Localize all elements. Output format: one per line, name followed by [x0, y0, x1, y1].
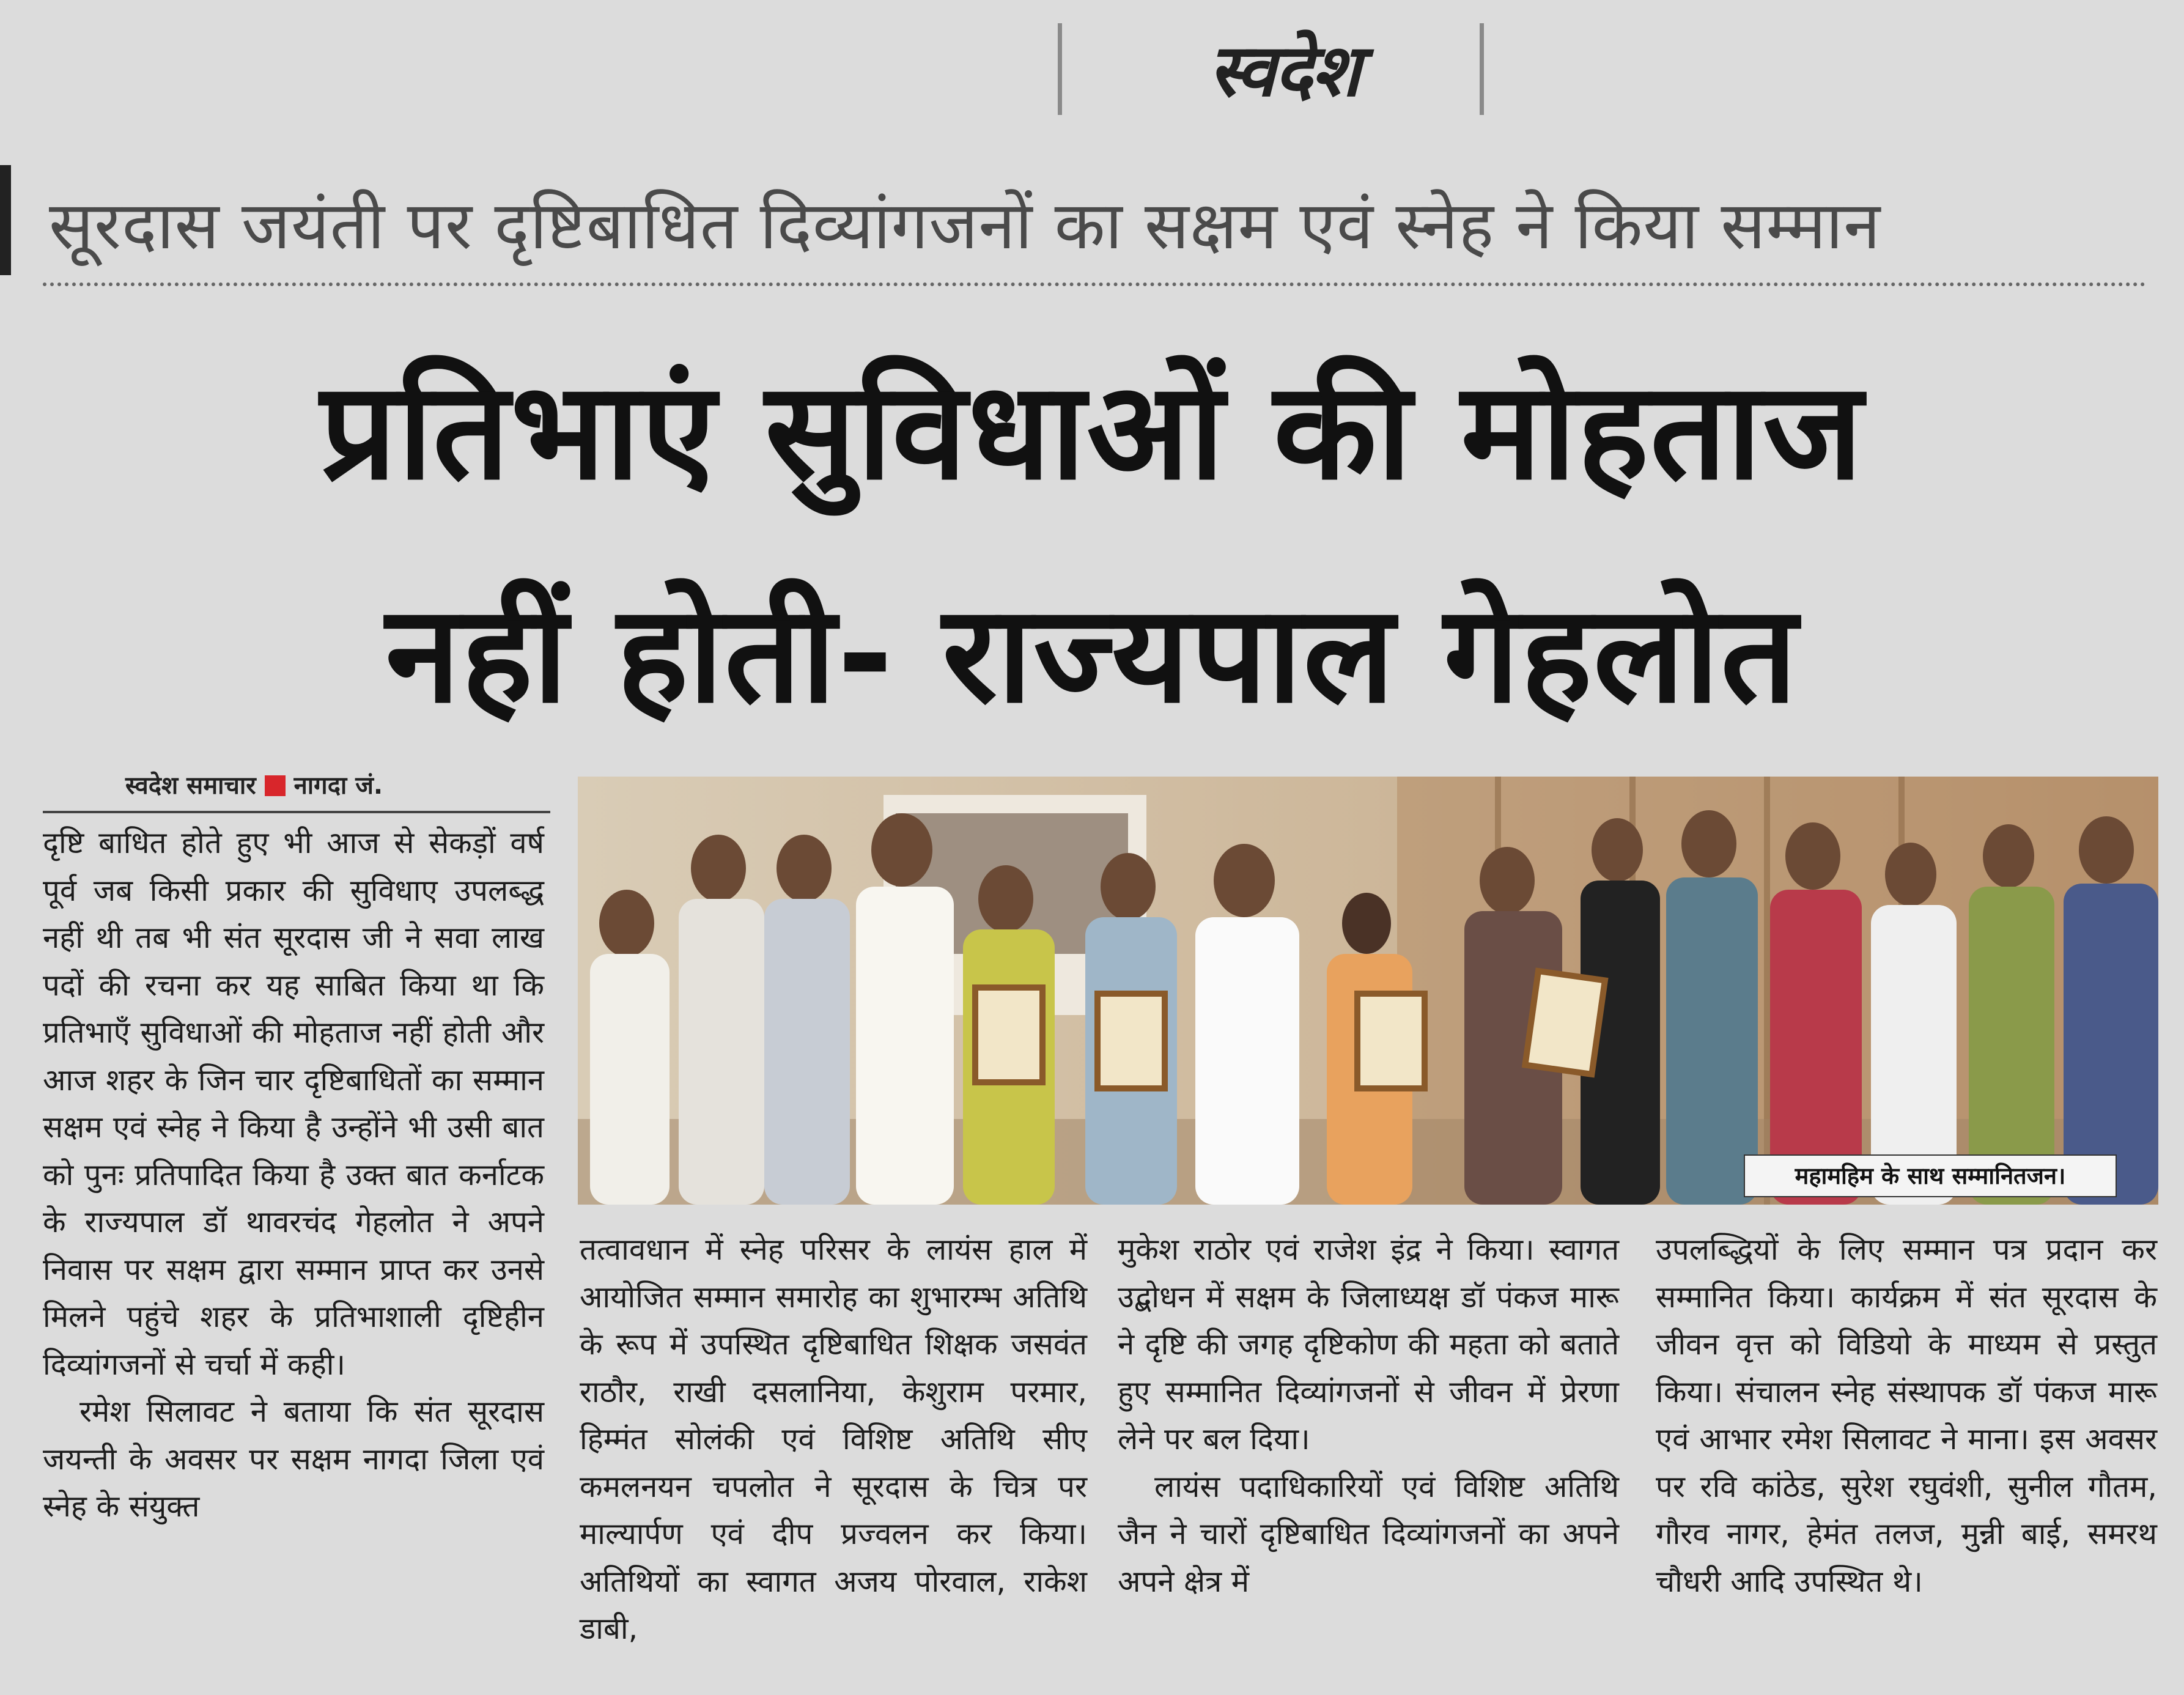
article-paragraph: तत्वावधान में स्नेह परिसर के लायंस हाल में आयोजित सम्मान समारोह का शुभारम्भ अतिथि के रूप में उपस्थित दृष्टिबाधित शिक्षक जसवंत राठौर, राखी दसलानिया, केशुराम परमार, हिम्मंत सोलंकी एवं विशिष्ट अतिथि सीए कमलनयन चपलोत ने सूरदास के चित्र पर माल्यार्पण एवं दीप प्रज्वलन कर किया। अतिथियों का स्वागत अजय पोरवाल, राकेश डाबी,: [580, 1232, 1087, 1646]
article-paragraph: लायंस पदाधिकारियों एवं विशिष्ट अतिथि जैन ने चारों दृष्टिबाधित दिव्यांगजनों का अपने अपने क्षेत्र में: [1118, 1469, 1619, 1599]
page-edge-bar: [0, 165, 11, 275]
masthead-rule-right: [1480, 23, 1484, 115]
article-column-2: [580, 1226, 1087, 1653]
article-paragraph: मुकेश राठोर एवं राजेश इंद्र ने किया। स्वागत उद्बोधन में सक्षम के जिलाध्यक्ष डॉ पंकज मारू ने दृष्टि की जगह दृष्टिकोण की महता को बताते हुए सम्मानित दिव्यांगजनों से जीवन में प्रेरणा लेने पर बल दिया।: [1118, 1232, 1619, 1457]
byline-place: नागदा जं.: [293, 772, 383, 800]
masthead-rule-left: [1058, 23, 1062, 115]
byline-rule: [43, 811, 550, 813]
byline-source: स्वदेश समाचार: [125, 772, 256, 800]
news-photo: [578, 777, 2158, 1205]
photo-illustration: [578, 777, 2158, 1205]
headline-line-1: प्रतिभाएं सुविधाओं की मोहताज: [320, 353, 1864, 509]
article-column-1: [43, 819, 544, 1531]
article-column-4: [1656, 1226, 2157, 1605]
article-paragraph: रमेश सिलावट ने बताया कि संत सूरदास जयन्ती के अवसर पर सक्षम नागदा जिला एवं स्नेह के संयुक्त: [43, 1394, 544, 1524]
article-column-3: [1118, 1226, 1619, 1605]
kicker-headline: सूरदास जयंती पर दृष्टिबाधित दिव्यांगजनों का सक्षम एवं स्नेह ने किया सम्मान: [49, 188, 1881, 264]
article-paragraph: दृष्टि बाधित होते हुए भी आज से सेकड़ों वर्ष पूर्व जब किसी प्रकार की सुविधाए उपलब्द्ध नहीं थी तब भी संत सूरदास जी ने सवा लाख पदों की रचना कर यह साबित किया था कि प्रतिभाएँ सुविधाओं की मोहताज नहीं होती और आज शहर के जिन चार दृष्टिबाधितों का सम्मान सक्षम एवं स्नेह ने किया है उन्होंने भी उसी बात को पुनः प्रतिपादित किया है उक्त बात कर्नाटक के राज्यपाल डॉ थावरचंद गेहलोत ने अपने निवास पर सक्षम द्वारा सम्मान प्राप्त कर उनसे मिलने पहुंचे शहर के प्रतिभाशाली दृष्टिहीन दिव्यांगजनों से चर्चा में कही।: [43, 825, 544, 1382]
article-paragraph: उपलब्द्धियों के लिए सम्मान पत्र प्रदान कर सम्मानित किया। कार्यक्रम में संत सूरदास के जीवन वृत्त को विडियो के माध्यम से प्रस्तुत किया। संचालन स्नेह संस्थापक डॉ पंकज मारू एवं आभार रमेश सिलावट ने माना। इस अवसर पर रवि कांठेड, सुरेश रघुवंशी, सुनील गौतम, गौरव नागर, हेमंत तलज, मुन्नी बाई, समरथ चौधरी आदि उपस्थित थे।: [1656, 1232, 2157, 1599]
newspaper-masthead: स्वदेश: [1208, 28, 1360, 113]
kicker-dotted-rule: [43, 282, 2146, 286]
byline: [125, 764, 383, 807]
byline-marker-icon: [265, 775, 286, 796]
photo-caption: महामहिम के साथ सम्मानितजन।: [1744, 1154, 2117, 1197]
headline-line-2: नहीं होती- राज्यपाल गेहलोत: [385, 576, 1799, 733]
